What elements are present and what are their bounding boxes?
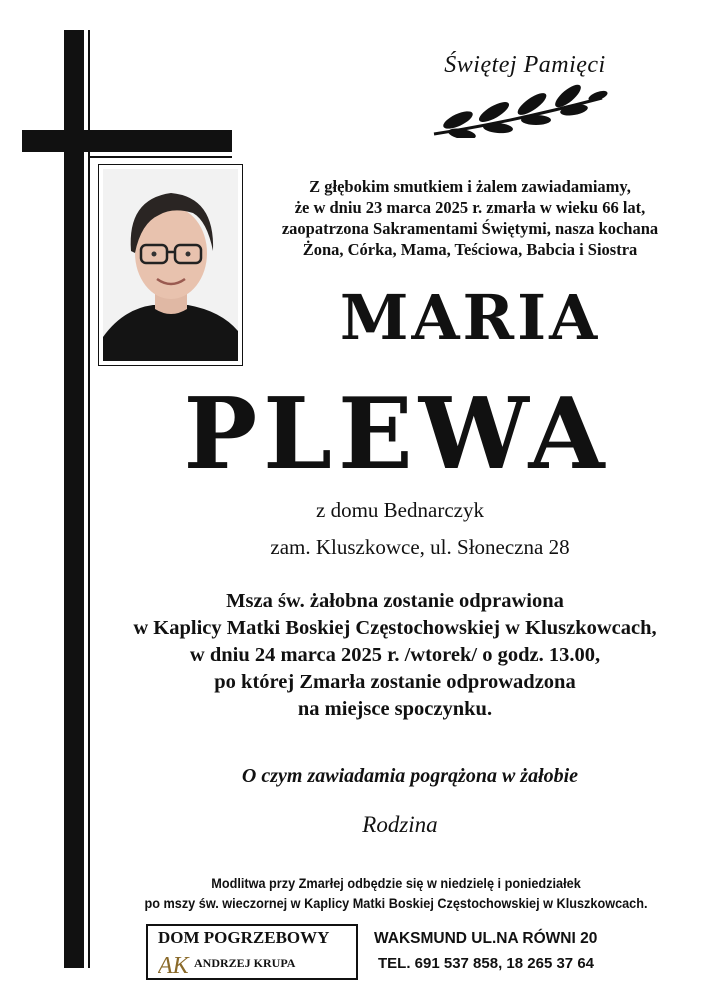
intro-paragraph <box>250 176 690 260</box>
cross-shadow-vertical <box>88 30 90 968</box>
funeral-home-phone: TEL. 691 537 858, 18 265 37 64 <box>378 955 594 972</box>
prayer-note <box>114 874 678 914</box>
mass-line: w Kaplicy Matki Boskiej Częstochowskiej w Kluszkowcach, <box>133 617 657 639</box>
funeral-home-title: DOM POGRZEBOWY <box>158 928 330 947</box>
laurel-branch-icon <box>432 84 608 138</box>
last-name: PLEWA <box>183 377 611 492</box>
funeral-home-owner: ANDRZEJ KRUPA <box>194 956 296 970</box>
cross-arm <box>22 130 232 152</box>
portrait-photo <box>98 164 243 366</box>
cross-shadow-horizontal <box>90 156 232 158</box>
funeral-home-logo <box>158 950 192 978</box>
mass-line: Msza św. żałobna zostanie odprawiona <box>226 590 564 612</box>
cross-icon <box>64 30 84 968</box>
funeral-home-box <box>146 924 358 980</box>
prayer-line: Modlitwa przy Zmarłej odbędzie się w niedzielę i poniedziałek <box>211 876 581 891</box>
funeral-home-address: WAKSMUND UL.NA RÓWNI 20 <box>374 930 598 947</box>
intro-line: Żona, Córka, Mama, Teściowa, Babcia i Siostra <box>302 240 638 259</box>
mass-line: w dniu 24 marca 2025 r. /wtorek/ o godz. 13.00, <box>189 644 601 666</box>
portrait-image <box>103 169 238 361</box>
prayer-line: po mszy św. wieczornej w Kaplicy Matki Boskiej Częstochowskiej w Kluszkowcach. <box>144 896 648 911</box>
memory-title: Świętej Pamięci <box>444 52 606 78</box>
notify-text: O czym zawiadamia pogrążona w żałobie <box>241 765 579 787</box>
mass-line: po której Zmarła zostanie odprowadzona <box>214 671 576 693</box>
intro-line: zaopatrzona Sakramentami Świętymi, nasza kochana <box>281 219 659 238</box>
first-name: MARIA <box>339 281 601 354</box>
residence-address: zam. Kluszkowce, ul. Słoneczna 28 <box>270 535 570 559</box>
mass-line: na miejsce spoczynku. <box>297 698 493 720</box>
logo-letters: AK <box>158 953 189 978</box>
maiden-name: z domu Bednarczyk <box>316 498 484 522</box>
intro-line: Z głębokim smutkiem i żalem zawiadamiamy, <box>309 177 631 196</box>
intro-line: że w dniu 23 marca 2025 r. zmarła w wieku 66 lat, <box>294 198 646 217</box>
mass-details <box>100 588 690 723</box>
family-signature: Rodzina <box>362 812 438 837</box>
